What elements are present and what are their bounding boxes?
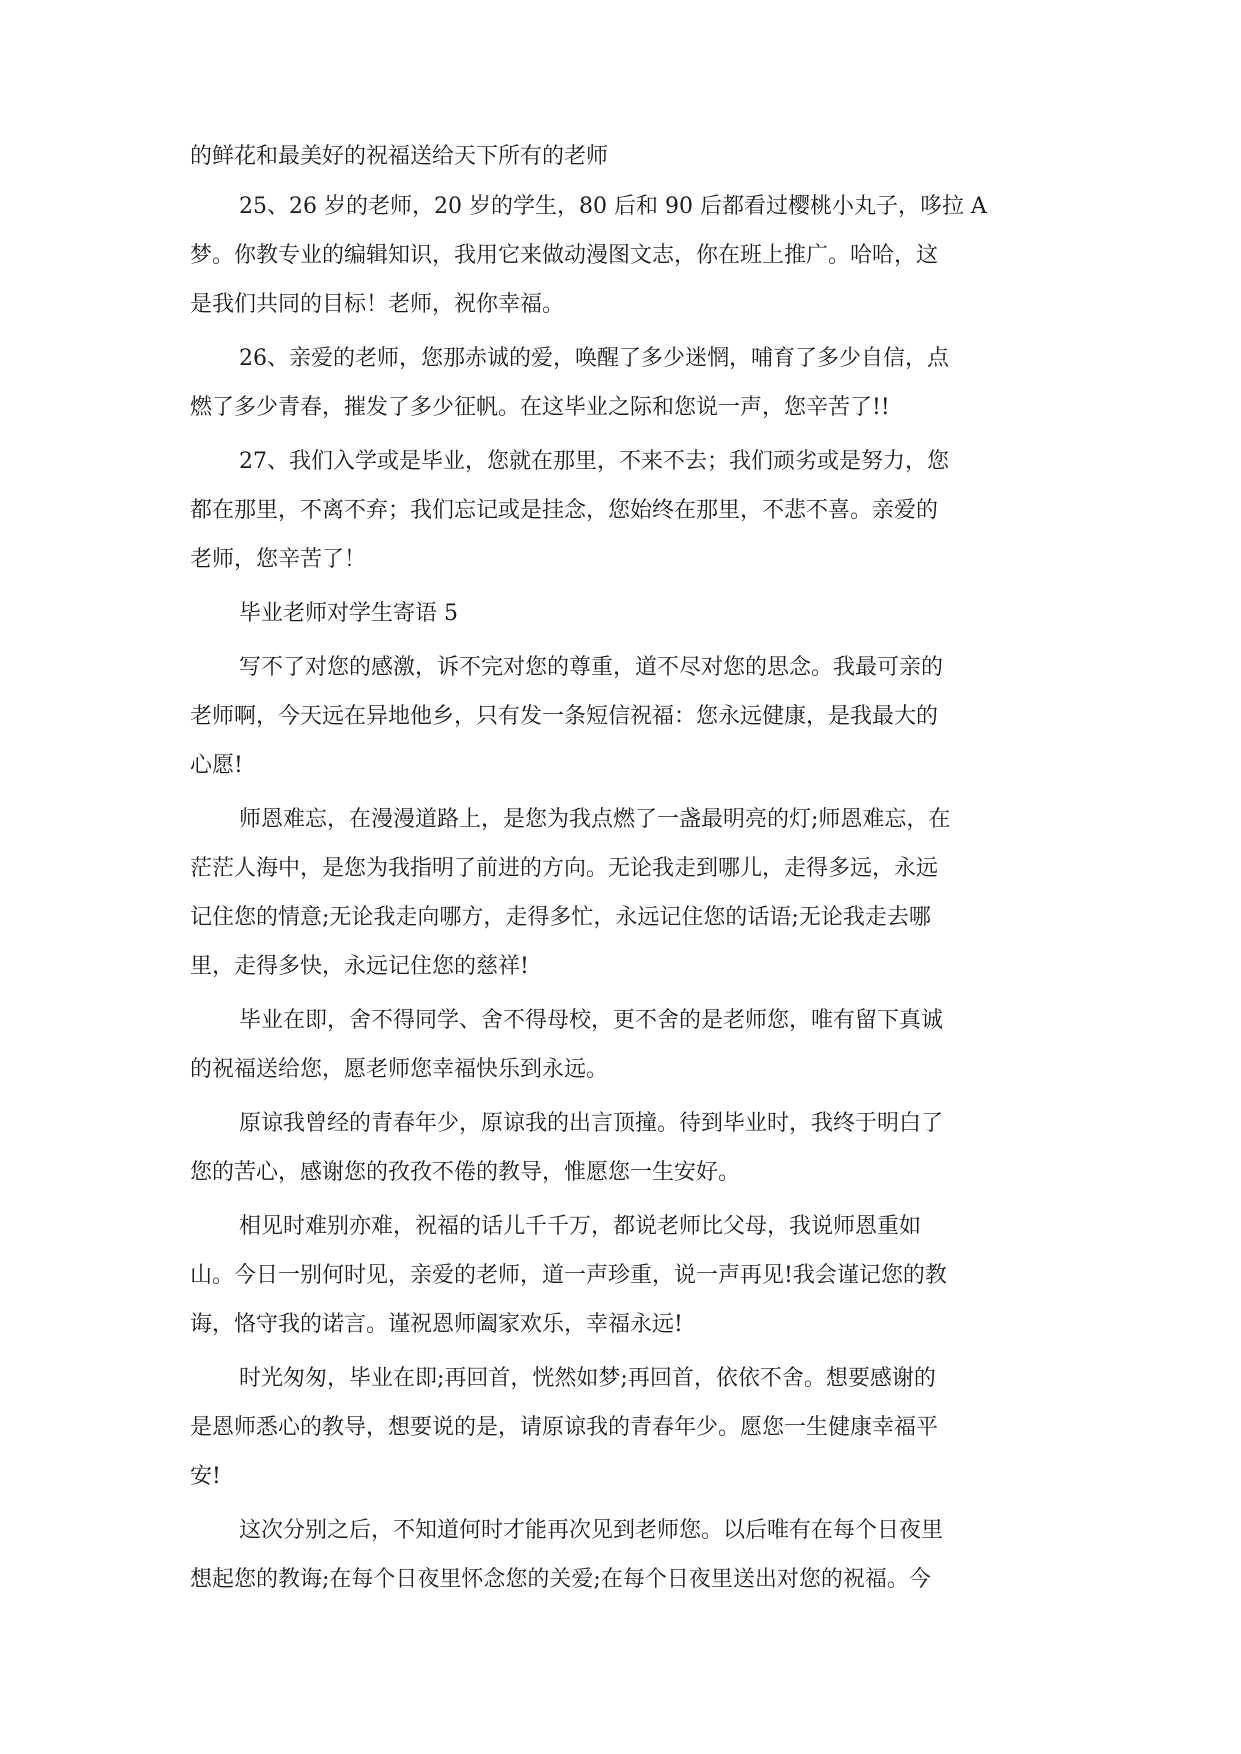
text-line: 记住您的情意;无论我走向哪方，走得多忙，永远记住您的话语;无论我走去哪 — [190, 905, 931, 930]
text-line: 26、亲爱的老师，您那赤诚的爱，唤醒了多少迷惘，哺育了多少自信，点 — [239, 346, 949, 371]
text-line: 心愿! — [190, 753, 243, 778]
text-line: 山。今日一别何时见，亲爱的老师，道一声珍重，说一声再见!我会谨记您的教 — [190, 1263, 947, 1288]
text-line: 老师啊，今天远在异地他乡，只有发一条短信祝福：您永远健康，是我最大的 — [190, 704, 939, 729]
text-line: 梦。你教专业的编辑知识，我用它来做动漫图文志，你在班上推广。哈哈，这 — [190, 243, 939, 268]
text-line: 写不了对您的感激，诉不完对您的尊重，道不尽对您的思念。我最可亲的 — [239, 655, 944, 680]
text-line: 时光匆匆，毕业在即;再回首，恍然如梦;再回首，依依不舍。想要感谢的 — [239, 1366, 936, 1391]
text-line: 是恩师悉心的教导，想要说的是，请原谅我的青春年少。愿您一生健康幸福平 — [190, 1415, 939, 1440]
text-line: 毕业在即，舍不得同学、舍不得母校，更不舍的是老师您，唯有留下真诚 — [239, 1008, 944, 1033]
text-line: 都在那里，不离不弃；我们忘记或是挂念，您始终在那里，不悲不喜。亲爱的 — [190, 498, 939, 523]
text-line: 的鲜花和最美好的祝福送给天下所有的老师 — [190, 144, 609, 169]
text-line: 师恩难忘，在漫漫道路上，是您为我点燃了一盏最明亮的灯;师恩难忘，在 — [239, 807, 951, 832]
text-line: 安! — [190, 1464, 221, 1489]
text-line: 这次分别之后，不知道何时才能再次见到老师您。以后唯有在每个日夜里 — [239, 1518, 944, 1543]
text-line: 25、26 岁的老师，20 岁的学生，80 后和 90 后都看过樱桃小丸子，哆拉 A — [239, 194, 987, 219]
text-line: 原谅我曾经的青春年少，原谅我的出言顶撞。待到毕业时，我终于明白了 — [239, 1111, 944, 1136]
text-line: 的祝福送给您，愿老师您幸福快乐到永远。 — [190, 1057, 609, 1082]
text-line: 相见时难别亦难，祝福的话儿千千万，都说老师比父母，我说师恩重如 — [239, 1214, 922, 1239]
text-line: 里，走得多快，永远记住您的慈祥! — [190, 954, 529, 979]
text-line: 老师，您辛苦了！ — [190, 547, 367, 572]
text-line: 燃了多少青春，摧发了多少征帆。在这毕业之际和您说一声，您辛苦了!! — [190, 395, 890, 420]
text-line: 想起您的教诲;在每个日夜里怀念您的关爱;在每个日夜里送出对您的祝福。今 — [190, 1567, 931, 1592]
text-line: 茫茫人海中，是您为我指明了前进的方向。无论我走到哪儿，走得多远，永远 — [190, 856, 939, 881]
text-line: 毕业老师对学生寄语 5 — [239, 601, 458, 626]
text-line: 27、我们入学或是毕业，您就在那里，不来不去；我们顽劣或是努力，您 — [239, 449, 949, 474]
text-line: 是我们共同的目标！老师，祝你幸福。 — [190, 292, 565, 317]
text-line: 您的苦心，感谢您的孜孜不倦的教导，惟愿您一生安好。 — [190, 1160, 741, 1185]
text-line: 诲，恪守我的诺言。谨祝恩师阖家欢乐，幸福永远! — [190, 1312, 683, 1337]
